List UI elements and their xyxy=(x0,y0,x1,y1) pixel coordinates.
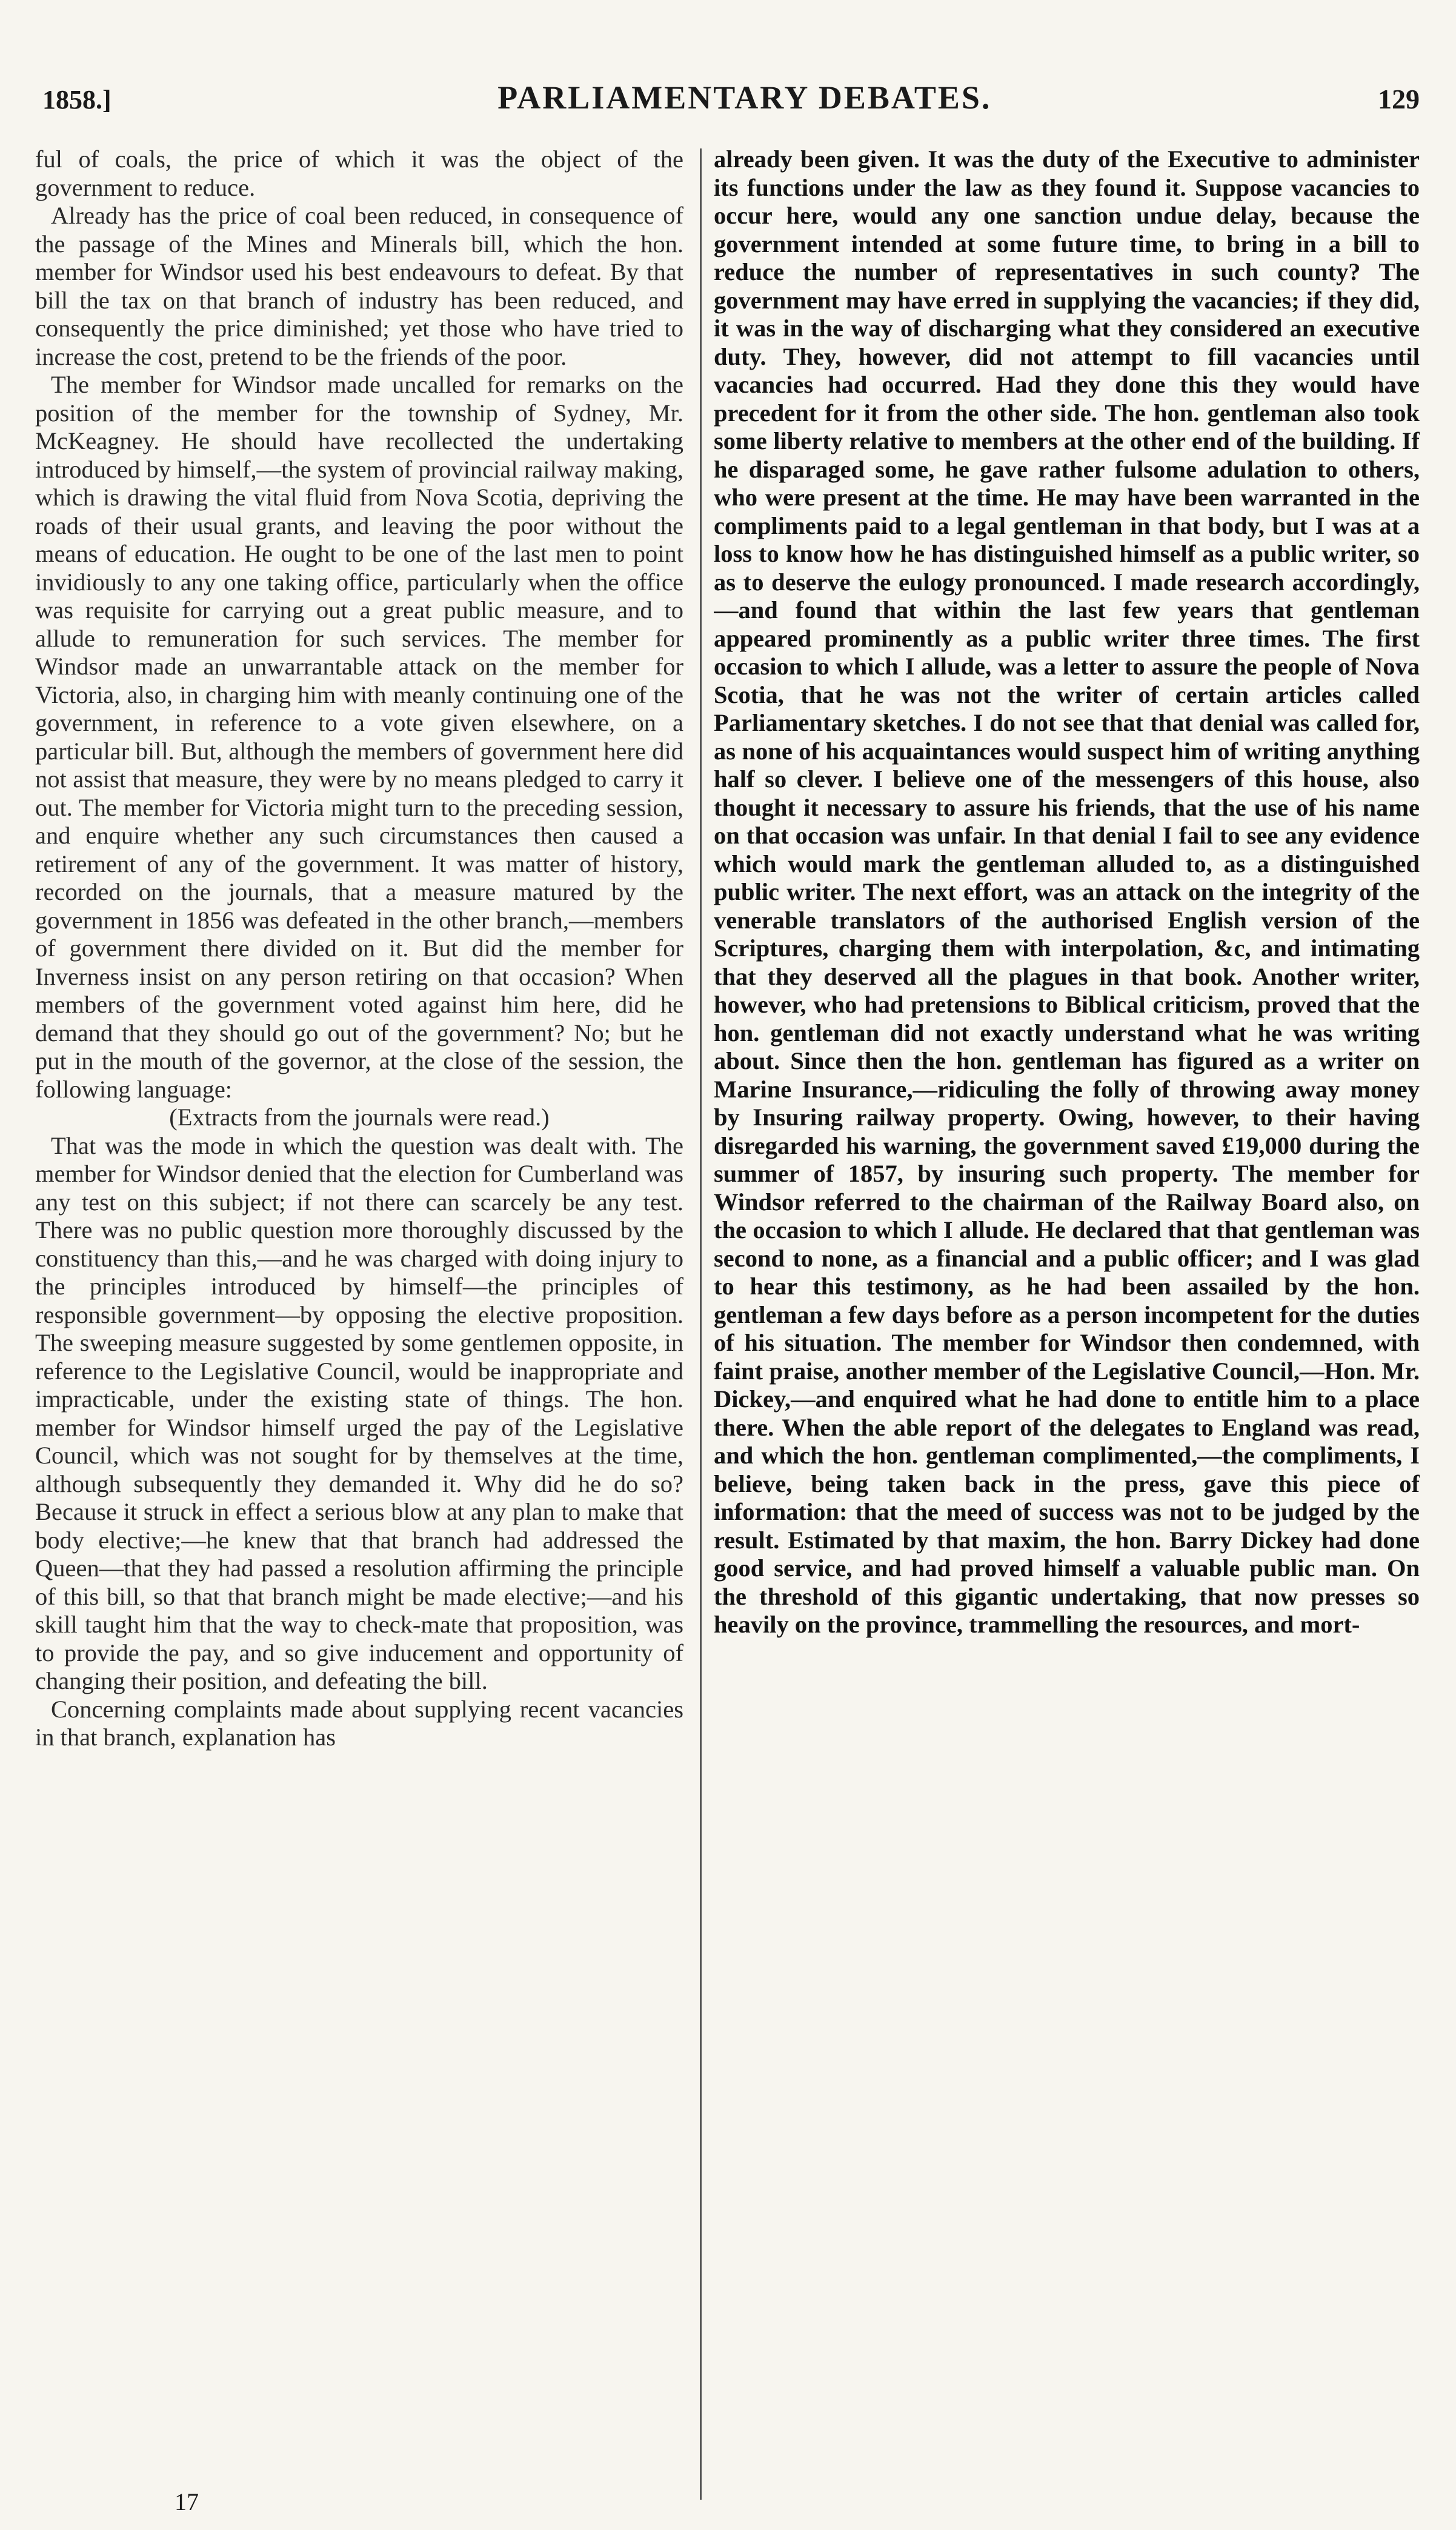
header-title: PARLIAMENTARY DEBATES. xyxy=(497,79,992,116)
right-column xyxy=(714,145,1420,2485)
left-paragraph: Concerning complaints made about supplying recent vacancies in that branch, explanation has xyxy=(35,1695,683,1751)
left-column xyxy=(35,145,683,2485)
header-year: 1858.] xyxy=(42,85,111,115)
column-rule xyxy=(700,148,702,2500)
page-number: 129 xyxy=(1377,84,1420,115)
left-paragraph: The member for Windsor made uncalled for remarks on the position of the member for the township of Sydney, Mr. McKeagney. He should have recollected the undertaking introduced by himself,—the system of provincial railway making, which is drawing the vital fluid from Nova Scotia, depriving the roads of their usual grants, and leaving the poor without the means of education. He ought to be one of the last men to point invidiously to any one taking office, particularly when the office was requisite for carrying out a great public measure, and to allude to remuneration for such services. The member for Windsor made an unwarrantable attack on the member for Victoria, also, in charging him with meanly continuing one of the government, in reference to a vote given elsewhere, on a particular bill. But, although the members of government here did not assist that measure, they were by no means pledged to carry it out. The member for Victoria might turn to the preceding session, and enquire whether any such circumstances then caused a retirement of any of the government. It was matter of history, recorded on the journals, that a measure matured by the government in 1856 was defeated in the other branch,—members of government there divided on it. But did the member for Inverness insist on any person retiring on that occasion? When members of the government voted against him here, did he demand that they should go out of the government? No; but he put in the mouth of the governor, at the close of the session, the following language: xyxy=(35,371,683,1103)
left-paragraph: (Extracts from the journals were read.) xyxy=(169,1104,550,1131)
signature-mark: 17 xyxy=(175,2488,199,2515)
left-paragraph: Already has the price of coal been reduced, in consequence of the passage of the Mines and Minerals bill, which the hon. member for Windsor used his best endeavours to defeat. By that bill the tax on that branch of industry has been reduced, and consequently the price diminished; yet those who have tried to increase the cost, pretend to be the friends of the poor. xyxy=(35,202,683,370)
left-paragraph: ful of coals, the price of which it was the object of the government to reduce. xyxy=(35,145,683,201)
left-paragraph: That was the mode in which the question was dealt with. The member for Windsor denied that the election for Cumberland was any test on this subject; if not there can scarcely be any test. There was no public question more thoroughly discussed by the constituency than this,—and he was charged with doing injury to the principles introduced by himself—the principles of responsible government—by opposing the elective proposition. The sweeping measure suggested by some gentlemen opposite, in reference to the Legislative Council, would be inappropriate and impracticable, under the existing state of things. The hon. member for Windsor himself urged the pay of the Legislative Council, which was not sought for by themselves at the time, although subsequently they demanded it. Why did he do so? Because it struck in effect a serious blow at any plan to make that body elective;—he knew that that branch had addressed the Queen—that they had passed a resolution affirming the principle of this bill, so that that branch might be made elective;—and his skill taught him that the way to check-mate that proposition, was to provide the pay, and so give inducement and opportunity of changing their position, and defeating the bill. xyxy=(35,1131,683,1694)
running-header xyxy=(42,79,1420,127)
right-paragraph: already been given. It was the duty of the Executive to administer its functions under the law as they found it. Suppose vacancies to occur here, would any one sanction undue delay, because the government intended at some future time, to bring in a bill to reduce the number of representatives in such county? The government may have erred in supplying the vacancies; if they did, it was in the way of discharging what they considered an executive duty. They, however, did not attempt to fill vacancies until vacancies had occurred. Had they done this they would have precedent for it from the other side. The hon. gentleman also took some liberty relative to members at the other end of the building. If he disparaged some, he gave rather fulsome adulation to others, who were present at the time. He may have been warranted in the compliments paid to a legal gentleman in that body, but I was at a loss to know how he has distinguished himself as a public writer, so as to deserve the eulogy pronounced. I made research accordingly,—and found that within the last few years that gentleman appeared prominently as a public writer three times. The first occasion to which I allude, was a letter to assure the people of Nova Scotia, that he was not the writer of certain articles called Parliamentary sketches. I do not see that that denial was called for, as none of his acquaintances would suspect him of writing anything half so clever. I believe one of the messengers of this house, also thought it necessary to assure his friends, that the use of his name on that occasion was unfair. In that denial I fail to see any evidence which would mark the gentleman alluded to, as a distinguished public writer. The next effort, was an attack on the integrity of the venerable translators of the authorised English version of the Scriptures, charging them with interpolation, &c, and intimating that they deserved all the plagues in that book. Another writer, however, who had pretensions to Biblical criticism, proved that the hon. gentleman did not exactly understand what he was writing about. Since then the hon. gentleman has figured as a writer on Marine Insurance,—ridiculing the folly of throwing away money by Insuring railway property. Owing, however, to their having disregarded his warning, the government saved £19,000 during the summer of 1857, by insuring such property. The member for Windsor referred to the chairman of the Railway Board also, on the occasion to which I allude. He declared that that gentleman was second to none, as a financial and a public officer; and I was glad to hear this testimony, as he had been assailed by the hon. gentleman a few days before as a person incompetent for the duties of his situation. The member for Windsor then condemned, with faint praise, another member of the Legislative Council,—Hon. Mr. Dickey,—and enquired what he had done to entitle him to a place there. When the able report of the delegates to England was read, and which the hon. gentleman complimented,—the compliments, I believe, being taken back in the press, gave this piece of information: that the meed of success was not to be judged by the result. Estimated by that maxim, the hon. Barry Dickey had done good service, and had proved himself a valuable public man. On the threshold of this gigantic undertaking, that now presses so heavily on the province, trammelling the resources, and mort- xyxy=(714,145,1420,1638)
